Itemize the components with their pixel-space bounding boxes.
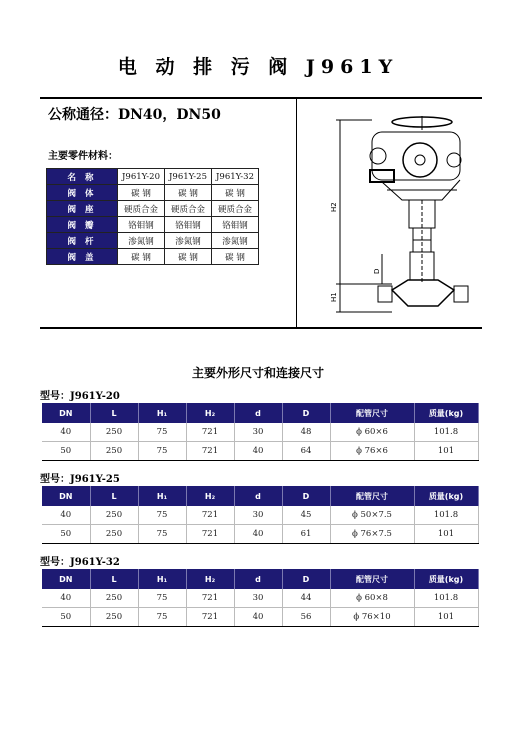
dimension-table: [42, 569, 479, 627]
col-h1: H₁: [138, 486, 186, 506]
col-weight: 质量(kg): [414, 403, 478, 423]
col-d-small: d: [234, 486, 282, 506]
table-cell: 721: [186, 608, 234, 627]
table-cell: 101: [414, 525, 478, 544]
table-cell: 44: [282, 589, 330, 608]
table-cell: 30: [234, 506, 282, 525]
table-cell: ϕ 60×8: [330, 589, 414, 608]
part-name: 阀 体: [47, 185, 118, 201]
materials-table: [46, 168, 259, 265]
table-cell: 75: [138, 506, 186, 525]
part-material: 碳 钢: [118, 249, 165, 265]
table-cell: 75: [138, 608, 186, 627]
col-h2: H₂: [186, 403, 234, 423]
col-dn: DN: [42, 403, 90, 423]
col-pipe-size: 配管尺寸: [330, 403, 414, 423]
table-cell: 40: [42, 506, 90, 525]
col-d-large: D: [282, 403, 330, 423]
table-cell: 101.8: [414, 589, 478, 608]
table-cell: 30: [234, 589, 282, 608]
table-cell: 250: [90, 525, 138, 544]
table-cell: ϕ 50×7.5: [330, 506, 414, 525]
materials-header-model: J961Y-32: [212, 169, 259, 185]
part-material: 渗氮钢: [118, 233, 165, 249]
table-cell: 75: [138, 589, 186, 608]
table-cell: 40: [234, 608, 282, 627]
materials-row: [47, 217, 259, 233]
table-cell: ϕ 60×6: [330, 423, 414, 442]
col-d-large: D: [282, 486, 330, 506]
part-material: 碳 钢: [165, 249, 212, 265]
part-material: 铬钼钢: [165, 217, 212, 233]
col-d-small: d: [234, 403, 282, 423]
part-name: 阀 盖: [47, 249, 118, 265]
col-h1: H₁: [138, 403, 186, 423]
col-l: L: [90, 569, 138, 589]
col-pipe-size: 配管尺寸: [330, 486, 414, 506]
table-row: [42, 589, 478, 608]
table-cell: 75: [138, 442, 186, 461]
table-row: [42, 525, 478, 544]
col-h1: H₁: [138, 569, 186, 589]
part-material: 硬质合金: [165, 201, 212, 217]
table-cell: 48: [282, 423, 330, 442]
col-weight: 质量(kg): [414, 486, 478, 506]
table-cell: 101.8: [414, 506, 478, 525]
actuator-body: [372, 132, 460, 180]
table-cell: 250: [90, 506, 138, 525]
part-material: 铬钼钢: [212, 217, 259, 233]
col-l: L: [90, 403, 138, 423]
model-label: 型号：J961Y-25: [40, 474, 120, 485]
col-dn: DN: [42, 486, 90, 506]
part-name: 阀 瓣: [47, 217, 118, 233]
h2-label: H2: [330, 202, 338, 212]
bottom-rule: [40, 327, 482, 329]
table-cell: ϕ 76×6: [330, 442, 414, 461]
col-dn: DN: [42, 569, 90, 589]
d-label: D: [373, 268, 381, 274]
table-cell: 101: [414, 608, 478, 627]
vertical-divider: [296, 97, 297, 328]
table-cell: 721: [186, 423, 234, 442]
part-material: 硬质合金: [118, 201, 165, 217]
materials-header-row: [47, 169, 259, 185]
table-cell: 64: [282, 442, 330, 461]
table-cell: 75: [138, 423, 186, 442]
inlet-pipe: [378, 286, 392, 302]
table-cell: 101: [414, 442, 478, 461]
table-cell: 721: [186, 506, 234, 525]
table-cell: 250: [90, 589, 138, 608]
dimension-table: [42, 486, 479, 544]
table-cell: 45: [282, 506, 330, 525]
dimension-header-row: [42, 569, 478, 589]
table-cell: ϕ 76×10: [330, 608, 414, 627]
parts-material-label: 主要零件材料：: [48, 151, 118, 162]
col-l: L: [90, 486, 138, 506]
col-h2: H₂: [186, 486, 234, 506]
table-cell: 30: [234, 423, 282, 442]
col-h2: H₂: [186, 569, 234, 589]
dimension-header-row: [42, 403, 478, 423]
table-cell: 721: [186, 589, 234, 608]
materials-row: [47, 249, 259, 265]
part-material: 碳 钢: [212, 249, 259, 265]
dimension-table: [42, 403, 479, 461]
section-title: 主要外形尺寸和连接尺寸: [191, 366, 324, 380]
table-cell: 250: [90, 442, 138, 461]
col-weight: 质量(kg): [414, 569, 478, 589]
table-row: [42, 608, 478, 627]
table-cell: 101.8: [414, 423, 478, 442]
table-cell: 721: [186, 442, 234, 461]
col-d-large: D: [282, 569, 330, 589]
table-cell: 56: [282, 608, 330, 627]
table-cell: ϕ 76×7.5: [330, 525, 414, 544]
model-label: 型号：J961Y-32: [40, 557, 120, 568]
part-material: 渗氮钢: [212, 233, 259, 249]
materials-header-name: 名 称: [47, 169, 118, 185]
table-row: [42, 506, 478, 525]
table-cell: 40: [42, 589, 90, 608]
table-cell: 250: [90, 608, 138, 627]
materials-header-model: J961Y-25: [165, 169, 212, 185]
table-cell: 61: [282, 525, 330, 544]
part-material: 碳 钢: [212, 185, 259, 201]
valve-drawing: [312, 104, 472, 322]
table-cell: 250: [90, 423, 138, 442]
nominal-diameter: 公称通径：DN40，DN50: [48, 107, 221, 123]
materials-row: [47, 233, 259, 249]
table-cell: 50: [42, 608, 90, 627]
materials-header-model: J961Y-20: [118, 169, 165, 185]
top-rule: [40, 97, 482, 99]
col-d-small: d: [234, 569, 282, 589]
part-material: 硬质合金: [212, 201, 259, 217]
part-material: 铬钼钢: [118, 217, 165, 233]
part-material: 碳 钢: [118, 185, 165, 201]
h1-label: H1: [330, 292, 338, 302]
part-name: 阀 杆: [47, 233, 118, 249]
table-cell: 721: [186, 525, 234, 544]
part-material: 碳 钢: [165, 185, 212, 201]
part-material: 渗氮钢: [165, 233, 212, 249]
table-cell: 40: [234, 525, 282, 544]
table-cell: 75: [138, 525, 186, 544]
model-label: 型号：J961Y-20: [40, 391, 120, 402]
dimension-header-row: [42, 486, 478, 506]
table-row: [42, 423, 478, 442]
materials-row: [47, 185, 259, 201]
table-cell: 40: [234, 442, 282, 461]
table-cell: 40: [42, 423, 90, 442]
table-row: [42, 442, 478, 461]
outlet-pipe: [454, 286, 468, 302]
part-name: 阀 座: [47, 201, 118, 217]
col-pipe-size: 配管尺寸: [330, 569, 414, 589]
page-title: 电 动 排 污 阀 J961Y: [117, 56, 399, 78]
actuator-motor: [403, 143, 437, 177]
valve-body: [392, 280, 454, 306]
table-cell: 50: [42, 525, 90, 544]
table-cell: 50: [42, 442, 90, 461]
materials-row: [47, 201, 259, 217]
